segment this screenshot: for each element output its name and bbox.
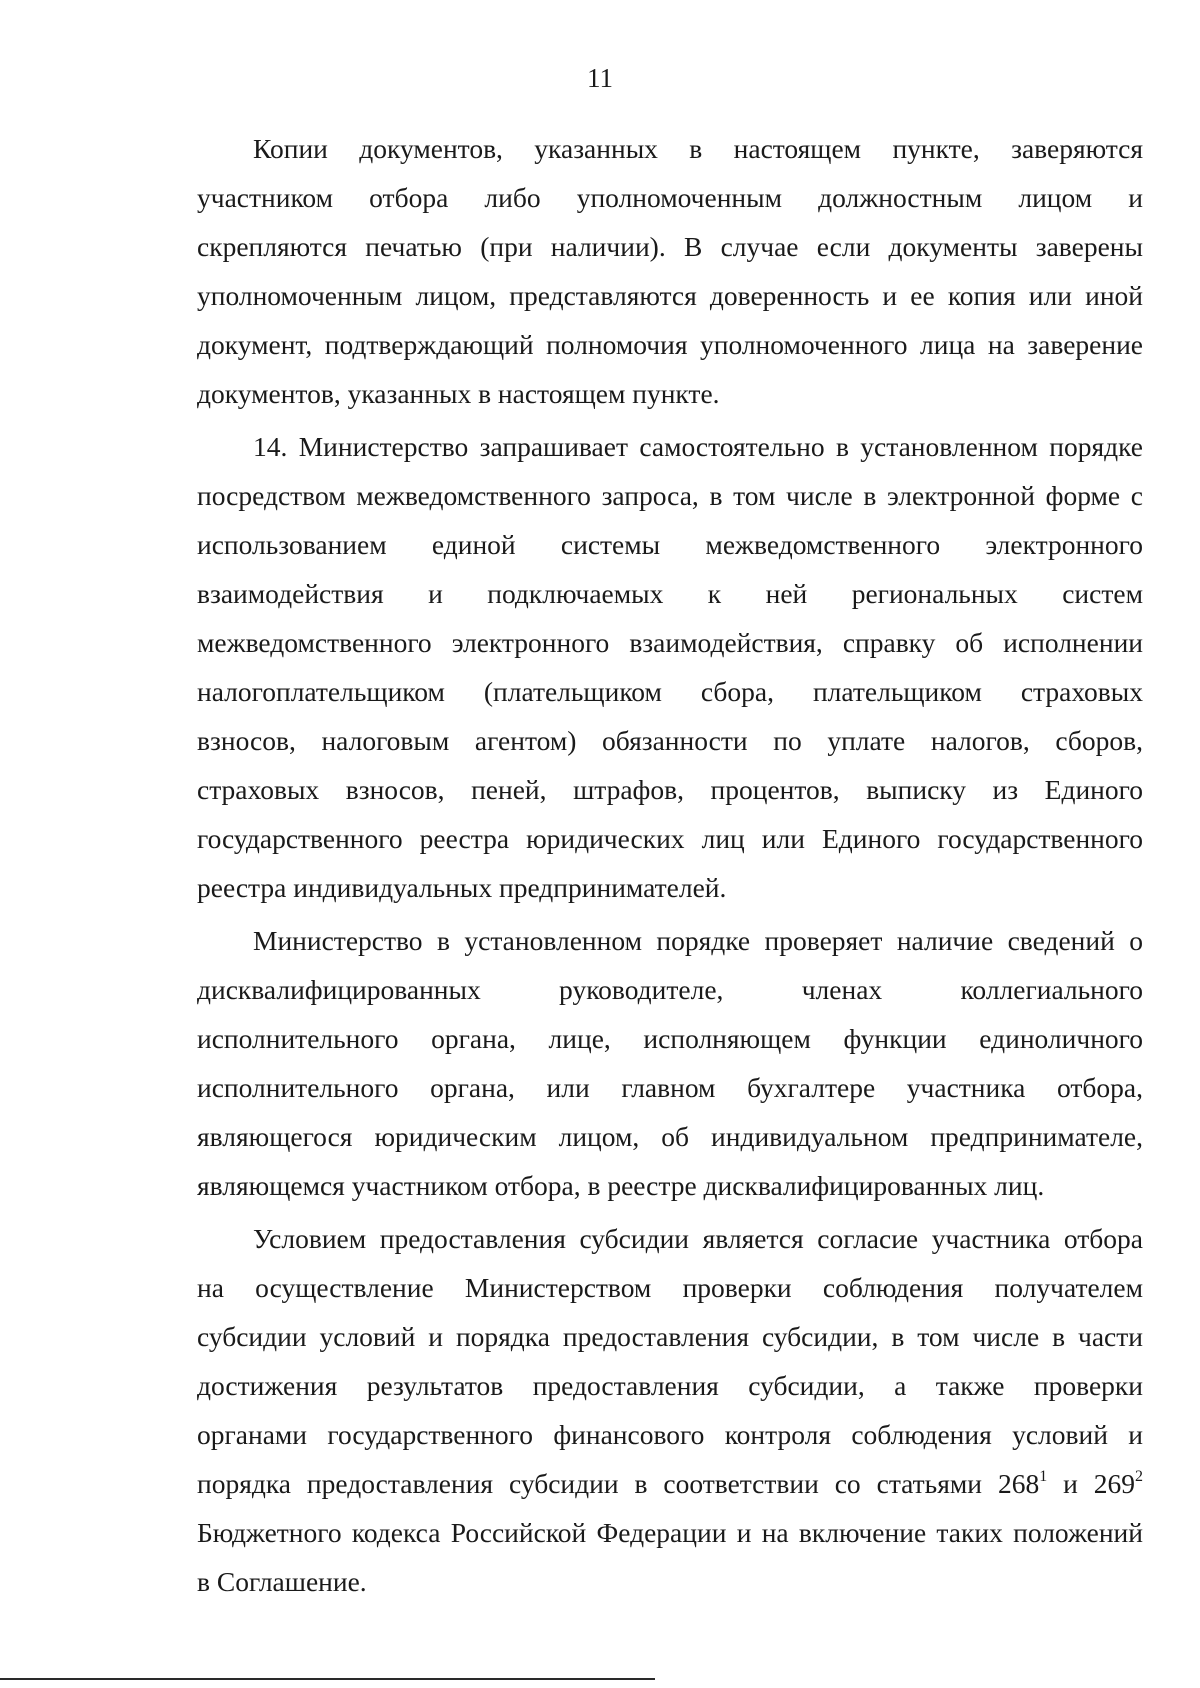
paragraph-item-14 bbox=[197, 422, 1143, 912]
article-ref-269-2: $269^2$ bbox=[1093, 1468, 1144, 1499]
text-line: 14. Министерство запрашивает самостоятельно в установленном порядке bbox=[253, 431, 1143, 462]
text-line: реестра индивидуальных предпринимателей. bbox=[197, 872, 727, 903]
text-line: государственного реестра юридических лиц или Единого государственного bbox=[197, 823, 1143, 854]
text-line: документов, указанных в настоящем пункте. bbox=[197, 378, 720, 409]
text-line: посредством межведомственного запроса, в том числе в электронной форме с bbox=[197, 480, 1143, 511]
text-fragment: порядка предоставления субсидии в соответствии со статьями bbox=[197, 1468, 982, 1499]
text-line: Копии документов, указанных в настоящем пункте, заверяются bbox=[253, 133, 1143, 164]
text-line: дисквалифицированных руководителе, членах коллегиального bbox=[197, 974, 1143, 1005]
text-line: уполномоченным лицом, представляются доверенность и ее копия или иной bbox=[197, 280, 1143, 311]
text-line: являющегося юридическим лицом, об индивидуальном предпринимателе, bbox=[197, 1121, 1143, 1152]
text-line: скрепляются печатью (при наличии). В случае если документы заверены bbox=[197, 231, 1143, 262]
text-line: достижения результатов предоставления субсидии, а также проверки bbox=[197, 1370, 1143, 1401]
text-line: взносов, налоговым агентом) обязанности по уплате налогов, сборов, bbox=[197, 725, 1143, 756]
text-line-with-article-refs: порядка предоставления субсидии в соответствии со статьями $268^1$ и $269^2$ bbox=[197, 1468, 1144, 1499]
text-line: в Соглашение. bbox=[197, 1566, 367, 1597]
text-line: налогоплательщиком (плательщиком сбора, плательщиком страховых bbox=[197, 676, 1143, 707]
text-line: Бюджетного кодекса Российской Федерации и на включение таких положений bbox=[197, 1517, 1143, 1548]
text-line: Министерство в установленном порядке проверяет наличие сведений о bbox=[253, 925, 1143, 956]
text-line: органами государственного финансового контроля соблюдения условий и bbox=[197, 1419, 1143, 1450]
page-number: 11 bbox=[587, 63, 613, 93]
text-line: исполнительного органа, или главном бухгалтере участника отбора, bbox=[197, 1072, 1143, 1103]
article-ref-268-1: $268^1$ bbox=[997, 1468, 1048, 1499]
text-line: использованием единой системы межведомственного электронного bbox=[197, 529, 1143, 560]
paragraph-subsidy-condition bbox=[197, 1214, 1143, 1606]
text-line: страховых взносов, пеней, штрафов, процентов, выписку из Единого bbox=[197, 774, 1143, 805]
text-line: межведомственного электронного взаимодействия, справку об исполнении bbox=[197, 627, 1143, 658]
text-line: являющемся участником отбора, в реестре дисквалифицированных лиц. bbox=[197, 1170, 1045, 1201]
text-line: участником отбора либо уполномоченным должностным лицом и bbox=[197, 182, 1143, 213]
text-line: исполнительного органа, лице, исполняющем функции единоличного bbox=[197, 1023, 1143, 1054]
text-line: Условием предоставления субсидии является согласие участника отбора bbox=[253, 1223, 1143, 1254]
paragraph-disqualification bbox=[197, 916, 1143, 1210]
text-line: взаимодействия и подключаемых к ней региональных систем bbox=[197, 578, 1143, 609]
paragraph-certification bbox=[197, 124, 1143, 418]
text-line: на осуществление Министерством проверки соблюдения получателем bbox=[197, 1272, 1143, 1303]
text-line: субсидии условий и порядка предоставления субсидии, в том числе в части bbox=[197, 1321, 1143, 1352]
footer-rule bbox=[0, 1678, 655, 1680]
text-line: документ, подтверждающий полномочия уполномоченного лица на заверение bbox=[197, 329, 1143, 360]
document-body bbox=[197, 124, 1143, 1610]
